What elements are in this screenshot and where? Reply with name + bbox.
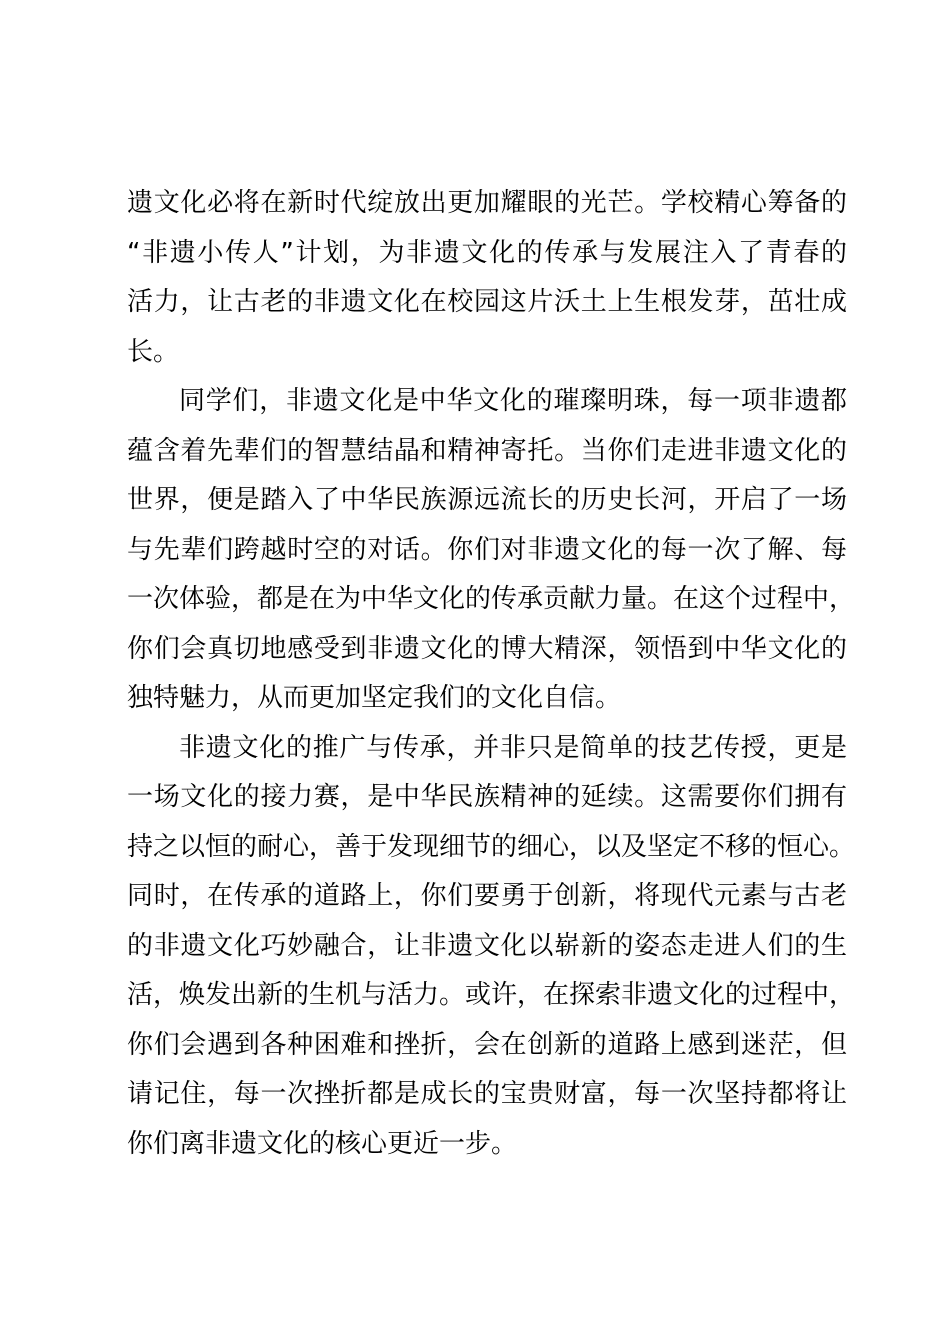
text-line: 一场文化的接力赛，是中华民族精神的延续。这需要你们拥有 [127,782,847,812]
text-line: 一次体验，都是在为中华文化的传承贡献力量。在这个过程中， [127,584,856,614]
text-line: 蕴含着先辈们的智慧结晶和精神寄托。当你们走进非遗文化的 [127,435,847,466]
text-line: 的非遗文化巧妙融合，让非遗文化以崭新的姿态走进人们的生 [127,930,847,961]
text-line: 持之以恒的耐心，善于发现细节的细心，以及坚定不移的恒心。 [127,831,856,862]
text-line: 独特魅力，从而更加坚定我们的文化自信。 [127,683,622,713]
text-line: 你们离非遗文化的核心更近一步。 [127,1128,518,1159]
text-line: 活力，让古老的非遗文化在校园这片沃土上生根发芽，茁壮成 [127,287,847,317]
text-line: 遗文化必将在新时代绽放出更加耀眼的光芒。学校精心筹备的 [127,188,847,218]
text-line: 你们会遇到各种困难和挫折，会在创新的道路上感到迷茫，但 [127,1029,847,1060]
paragraph-first-line: 同学们，非遗文化是中华文化的璀璨明珠，每一项非遗都 [179,386,847,416]
text-line: “非遗小传人”计划，为非遗文化的传承与发展注入了青春的 [127,237,847,268]
text-line: 同时，在传承的道路上，你们要勇于创新，将现代元素与古老 [127,881,847,911]
text-line: 与先辈们跨越时空的对话。你们对非遗文化的每一次了解、每 [127,534,847,565]
body-text [127,179,856,1169]
text-line: 请记住，每一次挫折都是成长的宝贵财富，每一次坚持都将让 [127,1079,847,1109]
text-line: 世界，便是踏入了中华民族源远流长的历史长河，开启了一场 [127,485,847,515]
text-line: 你们会真切地感受到非遗文化的博大精深，领悟到中华文化的 [127,633,847,664]
text-line: 长。 [127,336,180,367]
text-line: 活，焕发出新的生机与活力。或许，在探索非遗文化的过程中， [127,980,856,1010]
paragraph-first-line: 非遗文化的推广与传承，并非只是简单的技艺传授，更是 [179,732,847,763]
